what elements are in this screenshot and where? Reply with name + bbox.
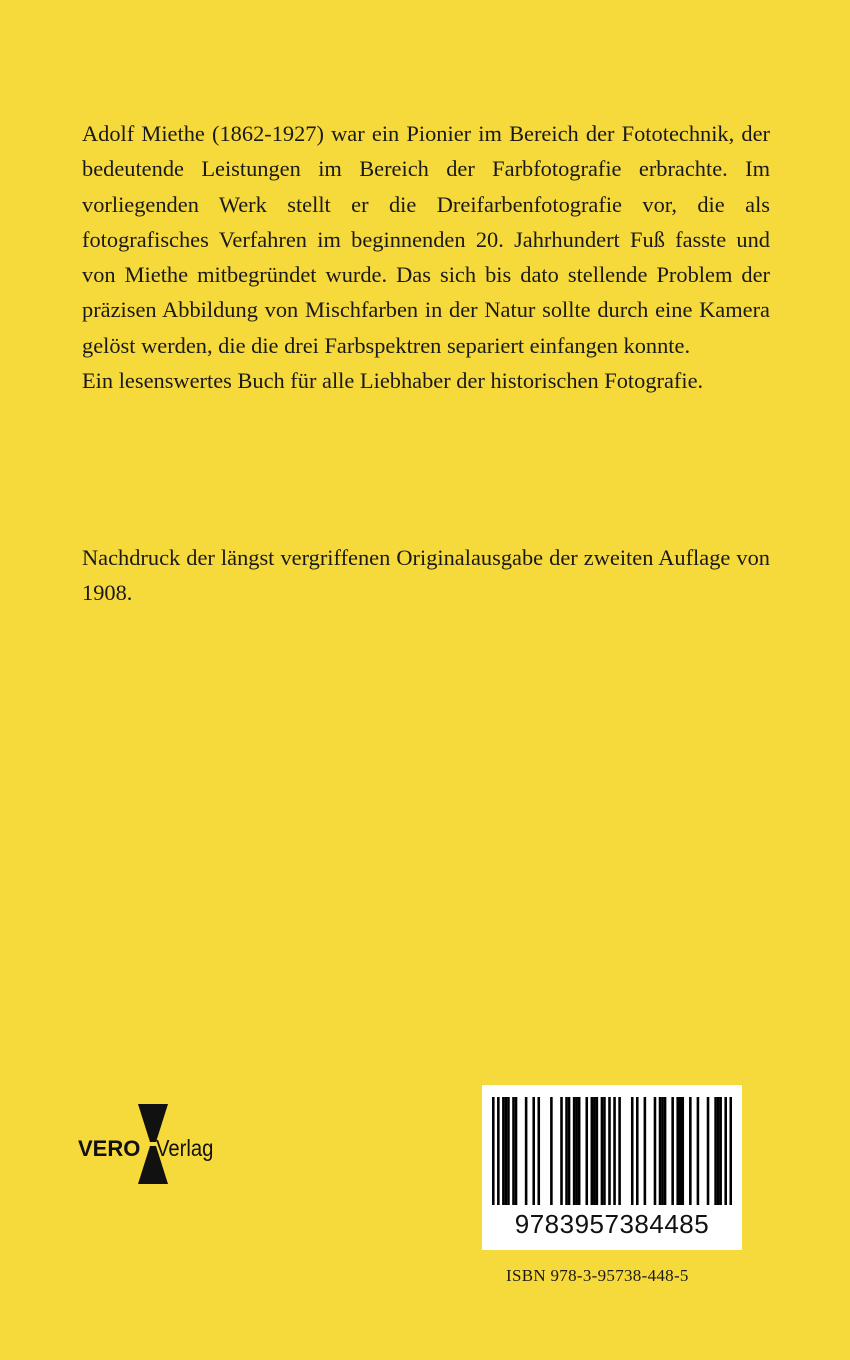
barcode-bar xyxy=(568,1097,571,1205)
barcode-bar xyxy=(608,1097,611,1205)
barcode xyxy=(482,1085,742,1250)
barcode-bar xyxy=(707,1097,710,1205)
barcode-bar xyxy=(507,1097,510,1205)
description-paragraph-2: Ein lesenswertes Buch für alle Liebhaber der historischen Fotografie. xyxy=(82,368,704,394)
isbn-label: ISBN 978-3-95738-448-5 xyxy=(506,1266,689,1285)
barcode-bar xyxy=(537,1097,540,1205)
barcode-bar xyxy=(659,1097,662,1205)
barcode-bar xyxy=(585,1097,588,1205)
barcode-bar xyxy=(719,1097,722,1205)
logo-word-verlag: Verlag xyxy=(156,1134,214,1162)
barcode-bars xyxy=(492,1097,732,1205)
barcode-bar xyxy=(560,1097,563,1205)
barcode-bar xyxy=(661,1097,664,1205)
barcode-bar xyxy=(525,1097,528,1205)
barcode-bar xyxy=(613,1097,616,1205)
barcode-bar xyxy=(532,1097,535,1205)
publisher-logo xyxy=(78,1104,218,1184)
barcode-bar xyxy=(697,1097,700,1205)
barcode-bar xyxy=(729,1097,732,1205)
barcode-digits: 9783957384485 xyxy=(514,1209,710,1239)
barcode-bar xyxy=(717,1097,720,1205)
barcode-bar xyxy=(676,1097,679,1205)
logo-word-vero: VERO xyxy=(78,1136,141,1161)
barcode-bar xyxy=(512,1097,515,1205)
description-paragraph-1: Adolf Miethe (1862-1927) war ein Pionier im Bereich der Fototechnik, der bedeutende Leistungen im Bereich der Farbfotografie erbrachte. Im vorliegenden Werk stellt er die Dreifarbenfotografie vor, die als fotografisches Verfahren im beginnenden 20. Jahrhundert Fuß fasste und von Miethe mitbegründet wurde. Das sich bis dato stellende Problem der präzisen Abbildung von Mischfarben in der Natur sollte durch eine Kamera gelöst werden, die die drei Farbspektren separiert einfangen konnte. xyxy=(82,121,770,358)
reprint-note: Nachdruck der längst vergriffenen Originalausgabe der zweiten Auflage von 1908. xyxy=(82,545,770,606)
barcode-bar xyxy=(636,1097,639,1205)
barcode-bar xyxy=(664,1097,667,1205)
barcode-bar xyxy=(689,1097,692,1205)
barcode-bar xyxy=(492,1097,495,1205)
barcode-bar xyxy=(714,1097,717,1205)
barcode-bar xyxy=(601,1097,604,1205)
barcode-bar xyxy=(578,1097,581,1205)
barcode-bar xyxy=(593,1097,596,1205)
book-description xyxy=(82,116,770,398)
barcode-bar xyxy=(497,1097,500,1205)
barcode-bar xyxy=(644,1097,647,1205)
barcode-bar xyxy=(681,1097,684,1205)
barcode-bar xyxy=(603,1097,606,1205)
barcode-bar xyxy=(575,1097,578,1205)
barcode-bar xyxy=(502,1097,505,1205)
barcode-bar xyxy=(618,1097,621,1205)
barcode-bar xyxy=(671,1097,674,1205)
barcode-bar xyxy=(565,1097,568,1205)
barcode-bar xyxy=(654,1097,657,1205)
barcode-bar xyxy=(591,1097,594,1205)
barcode-bar xyxy=(679,1097,682,1205)
barcode-bar xyxy=(573,1097,576,1205)
barcode-bar xyxy=(596,1097,599,1205)
barcode-bar xyxy=(631,1097,634,1205)
barcode-bar xyxy=(505,1097,508,1205)
barcode-bar xyxy=(724,1097,727,1205)
barcode-bar xyxy=(550,1097,553,1205)
barcode-bar xyxy=(515,1097,518,1205)
